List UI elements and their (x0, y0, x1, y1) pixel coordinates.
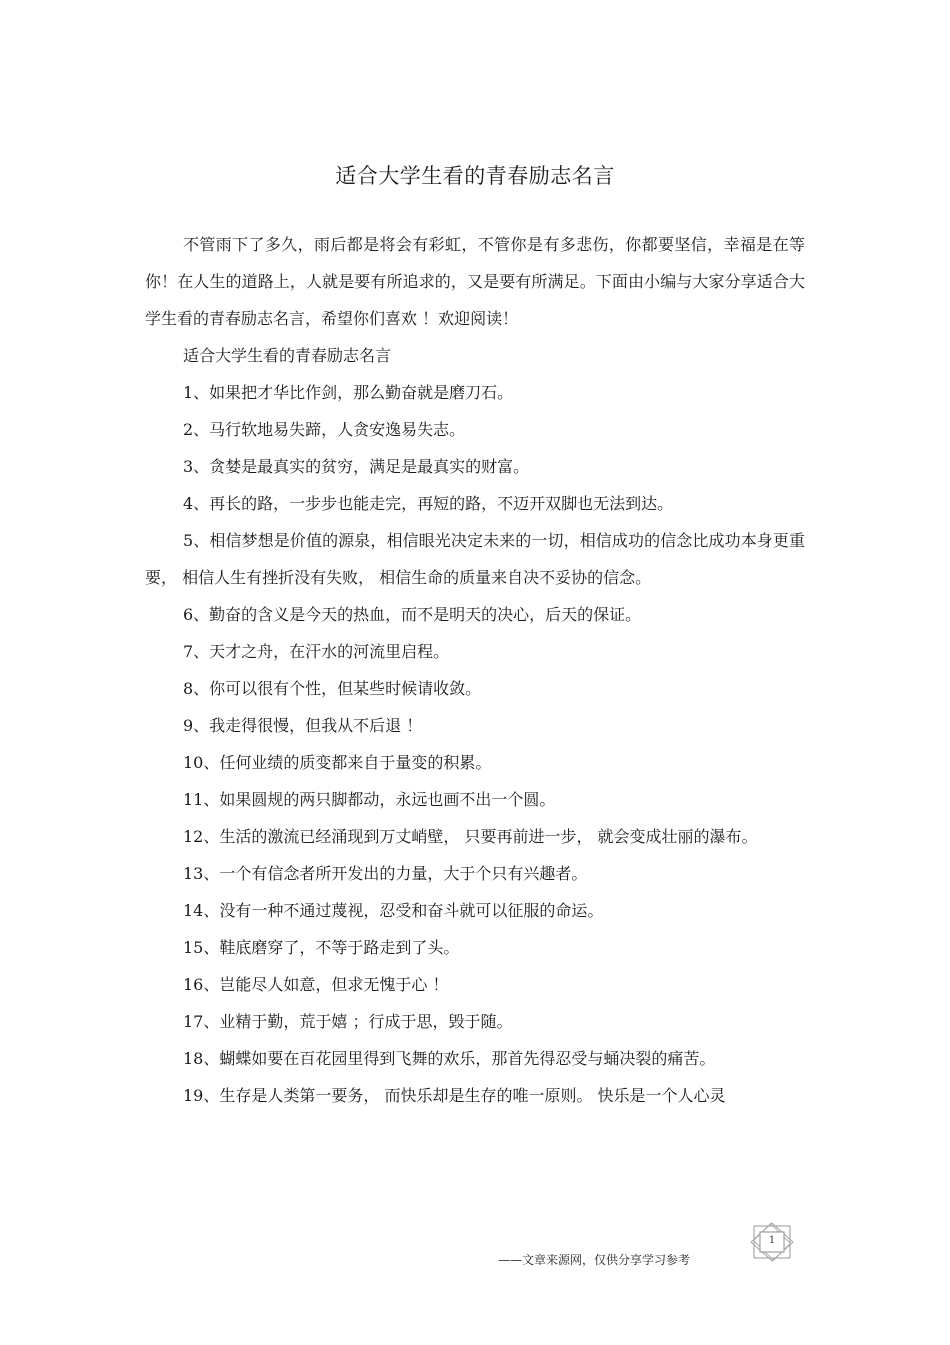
footer-note: ——文章来源网，仅供分享学习参考 (498, 1253, 691, 1267)
quote-item: 17、业精于勤，荒于嬉 ；行成于思，毁于随。 (183, 1012, 513, 1031)
quote-item: 5、相信梦想是价值的源泉，相信眼光决定未来的一切，相信成功的信念比成功本身更重要， 相信人生有挫折没有失败， 相信生命的质量来自决不妥协的信念。 (145, 531, 805, 587)
quote-item: 4、再长的路，一步步也能走完，再短的路，不迈开双脚也无法到达。 (183, 494, 674, 513)
document-body (145, 226, 805, 1114)
quote-item: 19、生存是人类第一要务， 而快乐却是生存的唯一原则。 快乐是一个人心灵 (183, 1086, 726, 1105)
quote-item: 13、一个有信念者所开发出的力量，大于个只有兴趣者。 (183, 864, 588, 883)
quote-item: 7、天才之舟，在汗水的河流里启程。 (183, 642, 450, 661)
quote-item: 18、蝴蝶如要在百花园里得到飞舞的欢乐，那首先得忍受与蛹决裂的痛苦。 (183, 1049, 716, 1068)
quote-item: 1、如果把才华比作剑，那么勤奋就是磨刀石。 (183, 383, 514, 402)
page-title: 适合大学生看的青春励志名言 (335, 164, 615, 188)
page-number-badge (748, 1222, 796, 1262)
quote-item: 2、马行软地易失蹄，人贪安逸易失志。 (183, 420, 466, 439)
quote-item: 16、岂能尽人如意，但求无愧于心 ！ (183, 975, 449, 994)
quote-item: 12、生活的激流已经涌现到万丈峭壁， 只要再前进一步， 就会变成壮丽的瀑布。 (183, 827, 758, 846)
quote-item: 14、没有一种不通过蔑视，忍受和奋斗就可以征服的命运。 (183, 901, 604, 920)
quote-item: 3、贪婪是最真实的贫穷，满足是最真实的财富。 (183, 457, 530, 476)
intro-paragraph: 不管雨下了多久，雨后都是将会有彩虹，不管你是有多悲伤，你都要坚信，幸福是在等你！在人生的道路上，人就是要有所追求的，又是要有所满足。下面由小编与大家分享适合大学生看的青春励志名言，希望你们喜欢 ！欢迎阅读！ (145, 235, 805, 328)
quote-item: 8、你可以很有个性，但某些时候请收敛。 (183, 679, 482, 698)
quote-item: 15、鞋底磨穿了，不等于路走到了头。 (183, 938, 460, 957)
quote-item: 11、如果圆规的两只脚都动，永远也画不出一个圆。 (183, 790, 556, 809)
section-heading: 适合大学生看的青春励志名言 (183, 346, 392, 365)
quote-item: 9、我走得很慢，但我从不后退 ！ (183, 716, 423, 735)
quote-item: 6、勤奋的含义是今天的热血，而不是明天的决心，后天的保证。 (183, 605, 642, 624)
quote-item: 10、任何业绩的质变都来自于量变的积累。 (183, 753, 492, 772)
page-number: 1 (768, 1235, 776, 1246)
